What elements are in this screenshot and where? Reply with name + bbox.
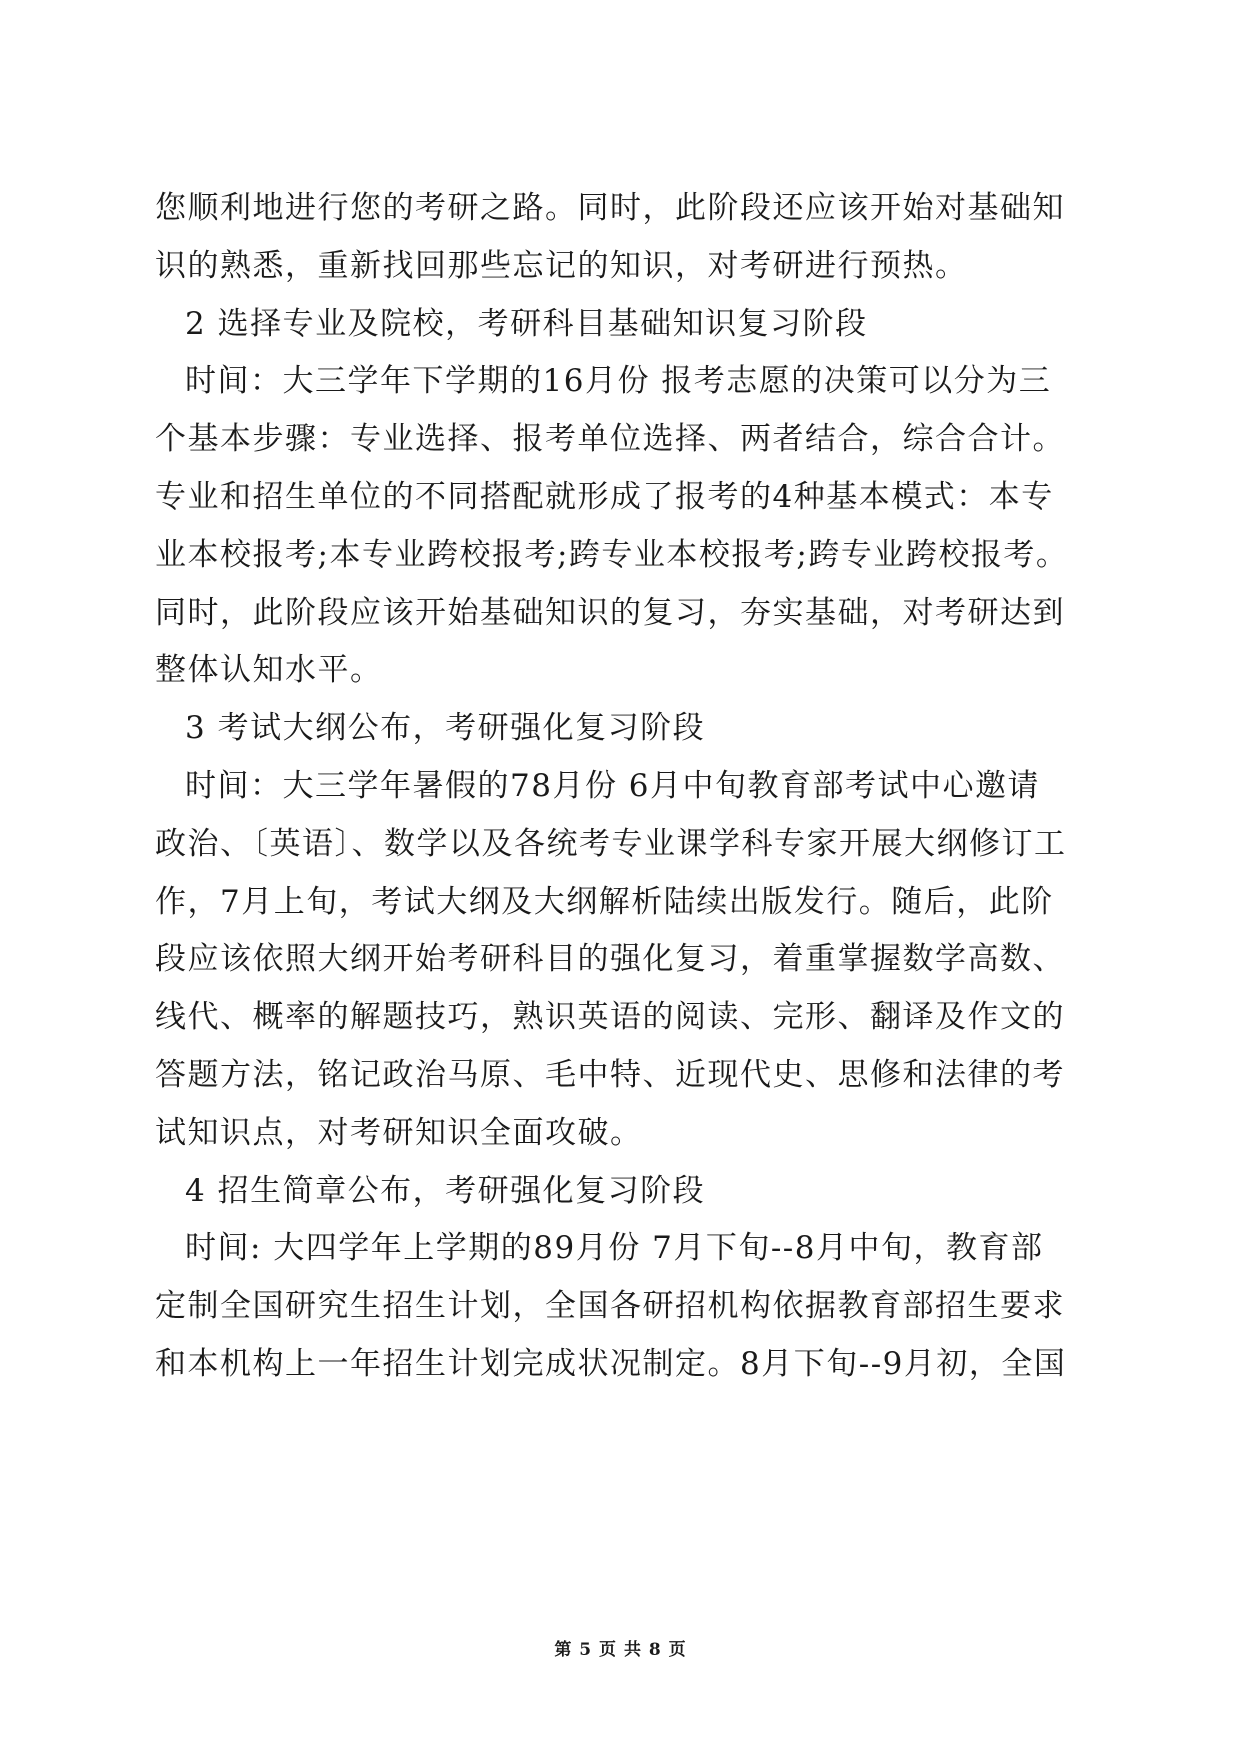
body-line: 时间: 大四学年上学期的89月份 7月下旬--8月中旬，教育部 bbox=[185, 1230, 1044, 1267]
body-line: 作，7月上旬，考试大纲及大纲解析陆续出版发行。随后，此阶 bbox=[155, 883, 1054, 920]
body-line: 试知识点，对考研知识全面攻破。 bbox=[155, 1114, 643, 1151]
body-line: 整体认知水平。 bbox=[155, 652, 383, 689]
body-line: 业本校报考;本专业跨校报考;跨专业本校报考;跨专业跨校报考。 bbox=[155, 536, 1069, 573]
page-number-footer: 第 5 页 共 8 页 bbox=[554, 1640, 687, 1660]
body-line: 识的熟悉，重新找回那些忘记的知识，对考研进行预热。 bbox=[155, 247, 968, 284]
document-body bbox=[155, 180, 1095, 1394]
body-line: 和本机构上一年招生计划完成状况制定。8月下旬--9月初，全国 bbox=[155, 1345, 1067, 1382]
body-line: 线代、概率的解题技巧，熟识英语的阅读、完形、翻译及作文的 bbox=[155, 999, 1065, 1036]
body-line: 答题方法，铭记政治马原、毛中特、近现代史、思修和法律的考 bbox=[155, 1056, 1065, 1093]
body-line: 段应该依照大纲开始考研科目的强化复习，着重掌握数学高数、 bbox=[155, 941, 1065, 978]
section-heading-3: 3 考试大纲公布，考研强化复习阶段 bbox=[185, 710, 706, 747]
body-line: 政治、〔英语〕、数学以及各统考专业课学科专家开展大纲修订工 bbox=[155, 825, 1067, 862]
body-line: 时间：大三学年下学期的16月份 报考志愿的决策可以分为三 bbox=[185, 363, 1052, 400]
body-line: 您顺利地进行您的考研之路。同时，此阶段还应该开始对基础知 bbox=[155, 190, 1065, 226]
body-line: 定制全国研究生招生计划，全国各研招机构依据教育部招生要求 bbox=[155, 1288, 1065, 1325]
body-line: 同时，此阶段应该开始基础知识的复习，夯实基础，对考研达到 bbox=[155, 594, 1065, 631]
body-line: 专业和招生单位的不同搭配就形成了报考的4种基本模式：本专 bbox=[155, 478, 1054, 515]
body-line: 个基本步骤：专业选择、报考单位选择、两者结合，综合合计。 bbox=[155, 421, 1065, 458]
body-line: 时间：大三学年暑假的78月份 6月中旬教育部考试中心邀请 bbox=[185, 767, 1041, 804]
section-heading-2: 2 选择专业及院校，考研科目基础知识复习阶段 bbox=[185, 305, 868, 342]
section-heading-4: 4 招生简章公布，考研强化复习阶段 bbox=[185, 1172, 706, 1209]
